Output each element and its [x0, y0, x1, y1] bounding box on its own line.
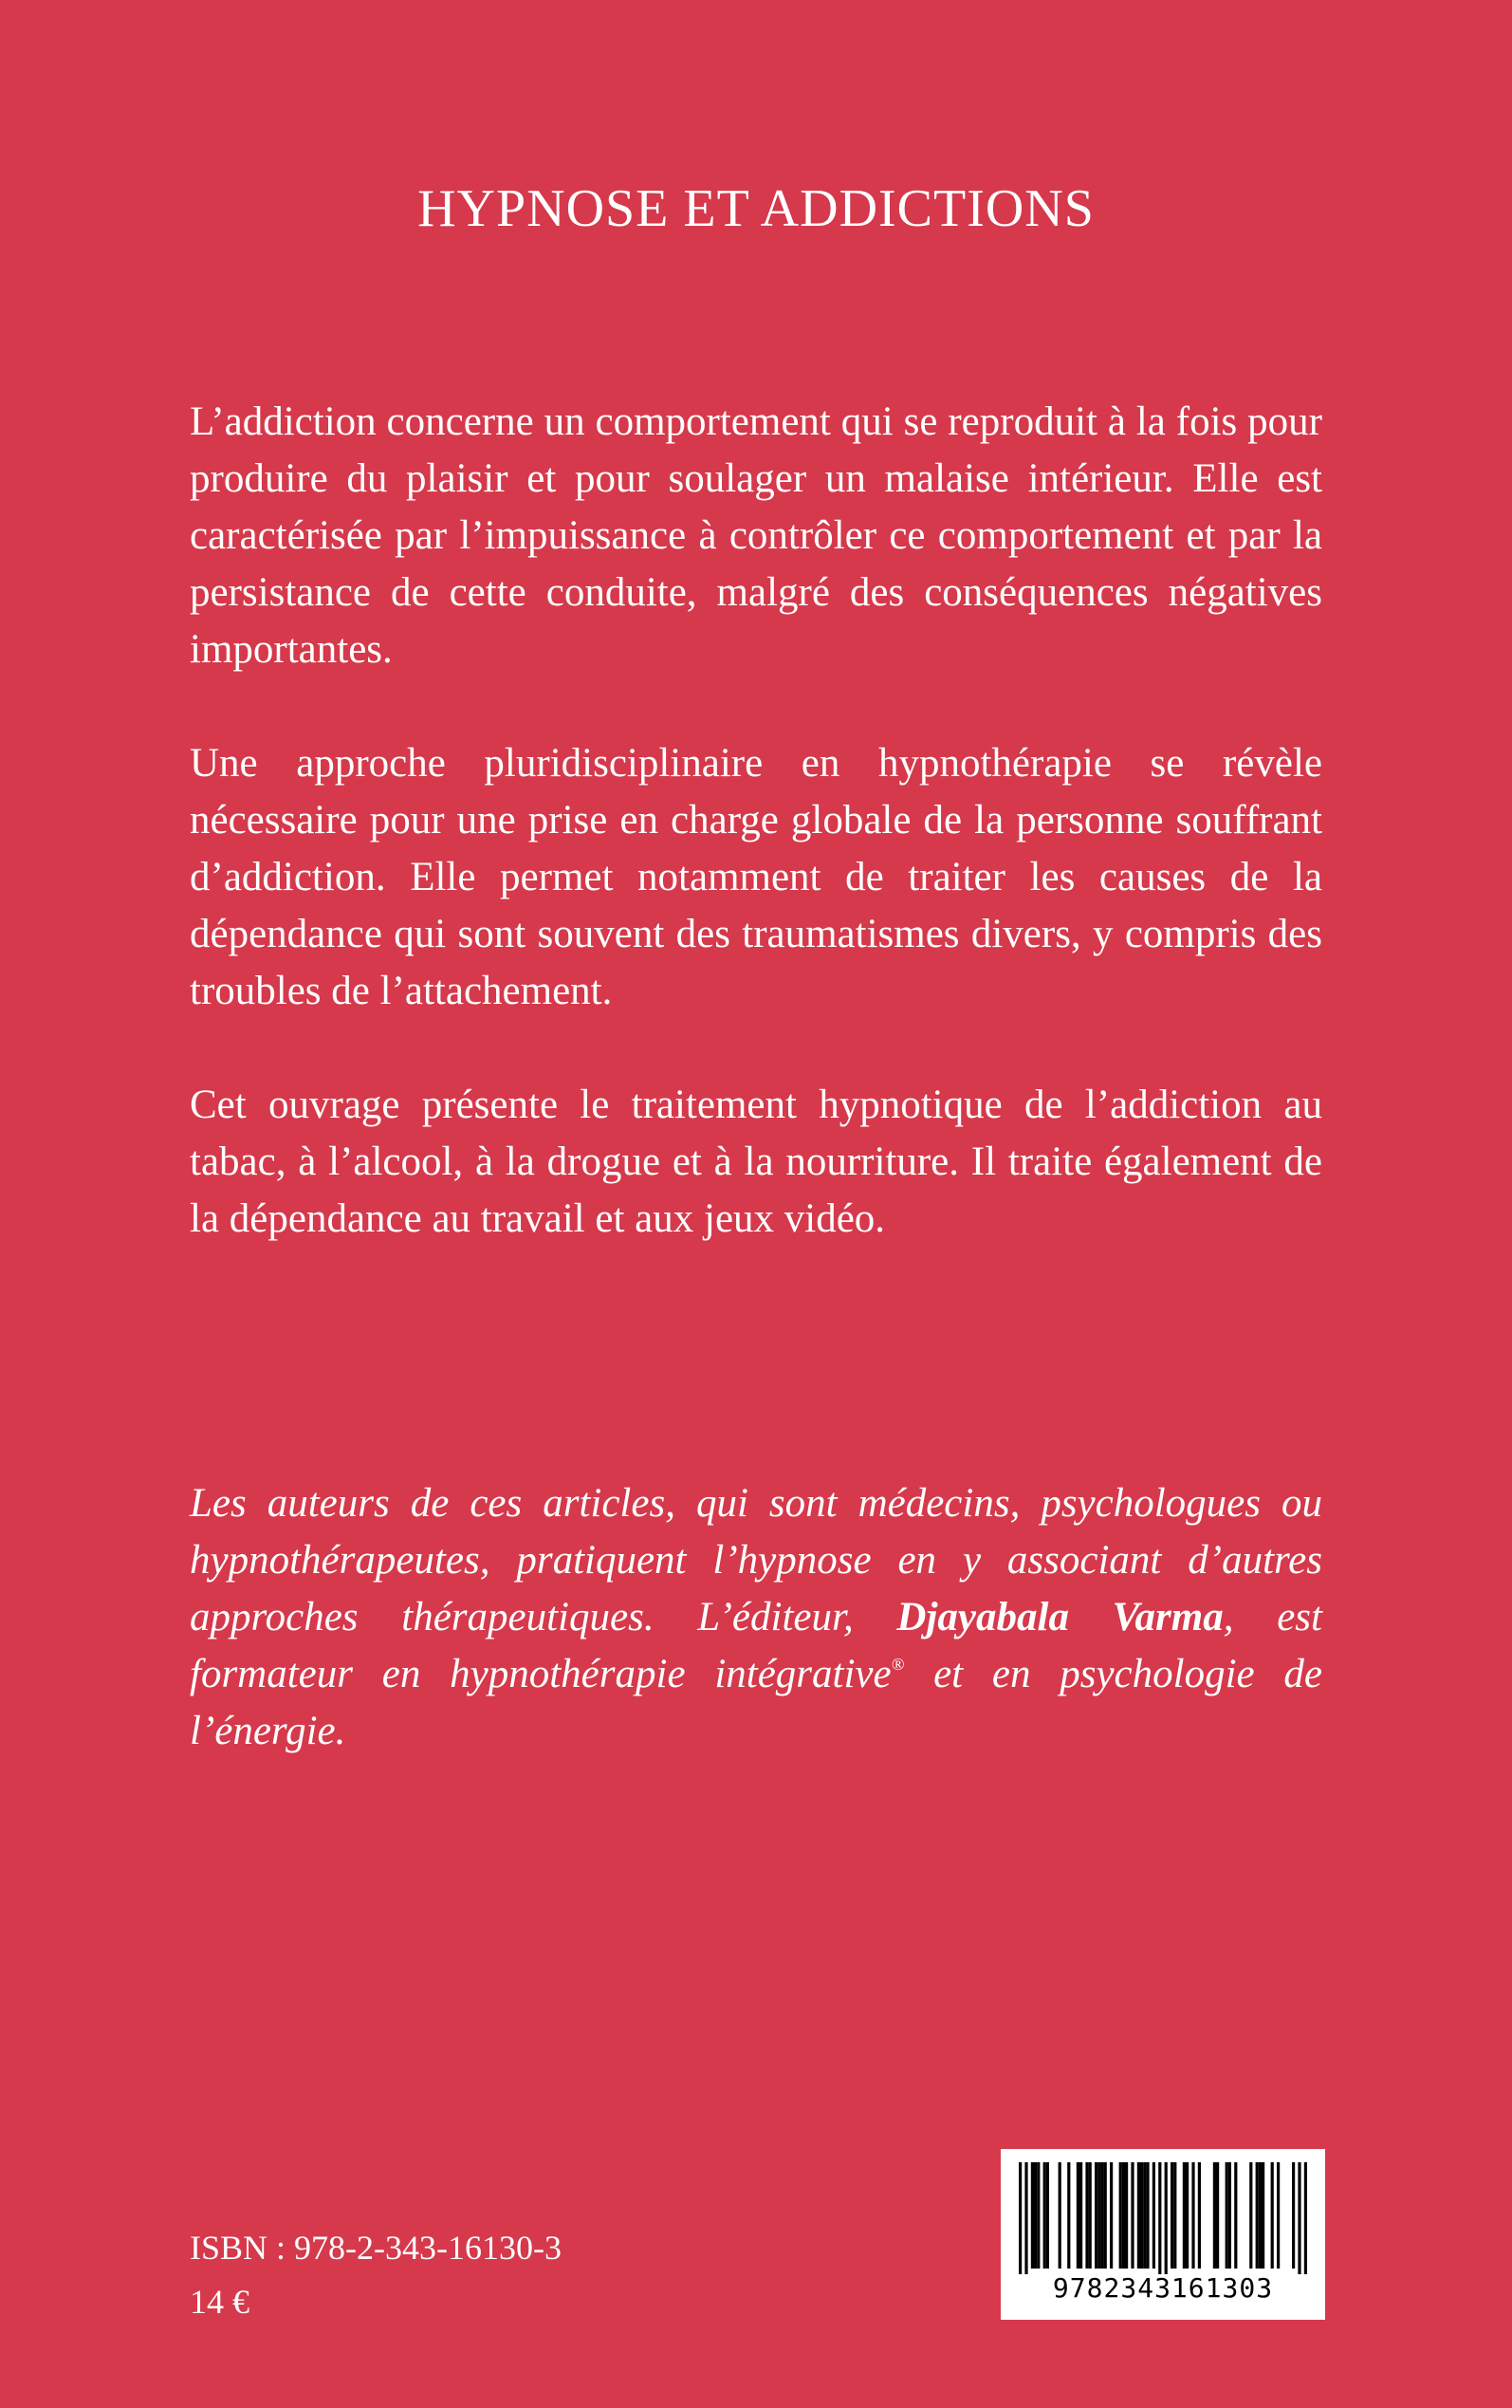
barcode-bar	[1019, 2162, 1022, 2274]
barcode-bar	[1146, 2162, 1149, 2269]
barcode-bar	[1292, 2162, 1295, 2269]
barcode-bar	[1097, 2162, 1100, 2269]
barcode-bar	[1165, 2162, 1168, 2274]
barcode-bar	[1298, 2162, 1300, 2274]
isbn: ISBN : 978-2-343-16130-3	[190, 2229, 562, 2267]
barcode-digits: 9782343161303	[1052, 2272, 1274, 2304]
barcode-bar	[1259, 2162, 1262, 2269]
barcode-bar	[1262, 2162, 1264, 2269]
barcode-bar	[1143, 2162, 1146, 2269]
barcode-bar	[1077, 2162, 1079, 2269]
barcode	[1001, 2149, 1325, 2320]
barcode-bar	[1304, 2162, 1307, 2274]
barcode-bar	[1122, 2162, 1125, 2269]
barcode-bar	[1119, 2162, 1122, 2269]
barcode-bar	[1152, 2162, 1155, 2269]
barcode-bar	[1089, 2162, 1092, 2269]
barcode-bar	[1079, 2162, 1082, 2269]
barcode-bar	[1234, 2162, 1237, 2269]
barcode-bar	[1085, 2162, 1088, 2269]
barcode-bar	[1034, 2162, 1037, 2269]
authors-note	[190, 1475, 1322, 1760]
barcode-bar	[1171, 2162, 1173, 2269]
barcode-bar	[1158, 2162, 1161, 2274]
authors-note-part-2: , est formateur en hypnothérapie intégrative	[190, 1595, 1322, 1696]
barcode-bar	[1216, 2162, 1219, 2269]
barcode-bar	[1198, 2162, 1201, 2269]
barcode-bar	[1100, 2162, 1103, 2269]
barcode-bar	[1183, 2162, 1186, 2269]
barcode-bar	[1037, 2162, 1040, 2269]
barcode-bar	[1277, 2162, 1280, 2269]
barcode-bar	[1031, 2162, 1034, 2269]
barcode-bar	[1249, 2162, 1252, 2269]
barcode-bar	[1137, 2162, 1140, 2269]
price: 14 €	[190, 2283, 249, 2321]
barcode-bar	[1256, 2162, 1259, 2269]
authors-note-part-1: Les auteurs de ces articles, qui sont médecins, psychologues ou hypnothérapeutes, pratiquent l’hypnose en y associant d’autres approches thérapeutiques. L’éditeur,	[190, 1481, 1322, 1639]
barcode-bar	[1213, 2162, 1216, 2269]
barcode-bar	[1095, 2162, 1097, 2269]
barcode-bar	[1125, 2162, 1128, 2269]
barcode-bar	[1186, 2162, 1189, 2269]
barcode-bar	[1131, 2162, 1134, 2269]
barcode-bar	[1046, 2162, 1049, 2269]
barcode-bar	[1104, 2162, 1107, 2269]
barcode-bar	[1067, 2162, 1070, 2269]
barcode-bar	[1191, 2162, 1194, 2269]
registered-mark: ®	[891, 1655, 905, 1674]
barcode-bar	[1271, 2162, 1274, 2269]
barcode-bar	[1059, 2162, 1061, 2269]
barcode-bar	[1228, 2162, 1231, 2269]
barcode-bar	[1173, 2162, 1176, 2269]
barcode-bar	[1226, 2162, 1228, 2269]
summary-paragraph-3: Cet ouvrage présente le traitement hypnotique de l’addiction au tabac, à l’alcool, à la drogue et à la nourriture. Il traite également de la dépendance au travail et aux jeux vidéo.	[190, 1083, 1322, 1241]
authors-note-part-3: et en psychologie de l’énergie.	[190, 1652, 1322, 1753]
barcode-bar	[1110, 2162, 1113, 2269]
summary-paragraph-1: L’addiction concerne un comportement qui se reproduit à la fois pour produire du plaisir et pour soulager un malaise intérieur. Elle est caractérisée par l’impuissance à contrôler ce comportement et par la persistance de cette conduite, malgré des conséquences négatives importantes.	[190, 399, 1322, 672]
book-title: HYPNOSE ET ADDICTIONS	[417, 179, 1095, 238]
barcode-bar	[1024, 2162, 1027, 2274]
barcode-bar	[1140, 2162, 1143, 2269]
barcode-bar	[1043, 2162, 1046, 2269]
summary-paragraph-2: Une approche pluridisciplinaire en hypnothérapie se révèle nécessaire pour une prise en charge globale de la personne souffrant d’addiction. Elle permet notamment de traiter les causes de la dépendance qui sont souvent des traumatismes divers, y compris des troubles de l’attachement.	[190, 741, 1322, 1013]
editor-name: Djayabala Varma	[896, 1595, 1224, 1639]
